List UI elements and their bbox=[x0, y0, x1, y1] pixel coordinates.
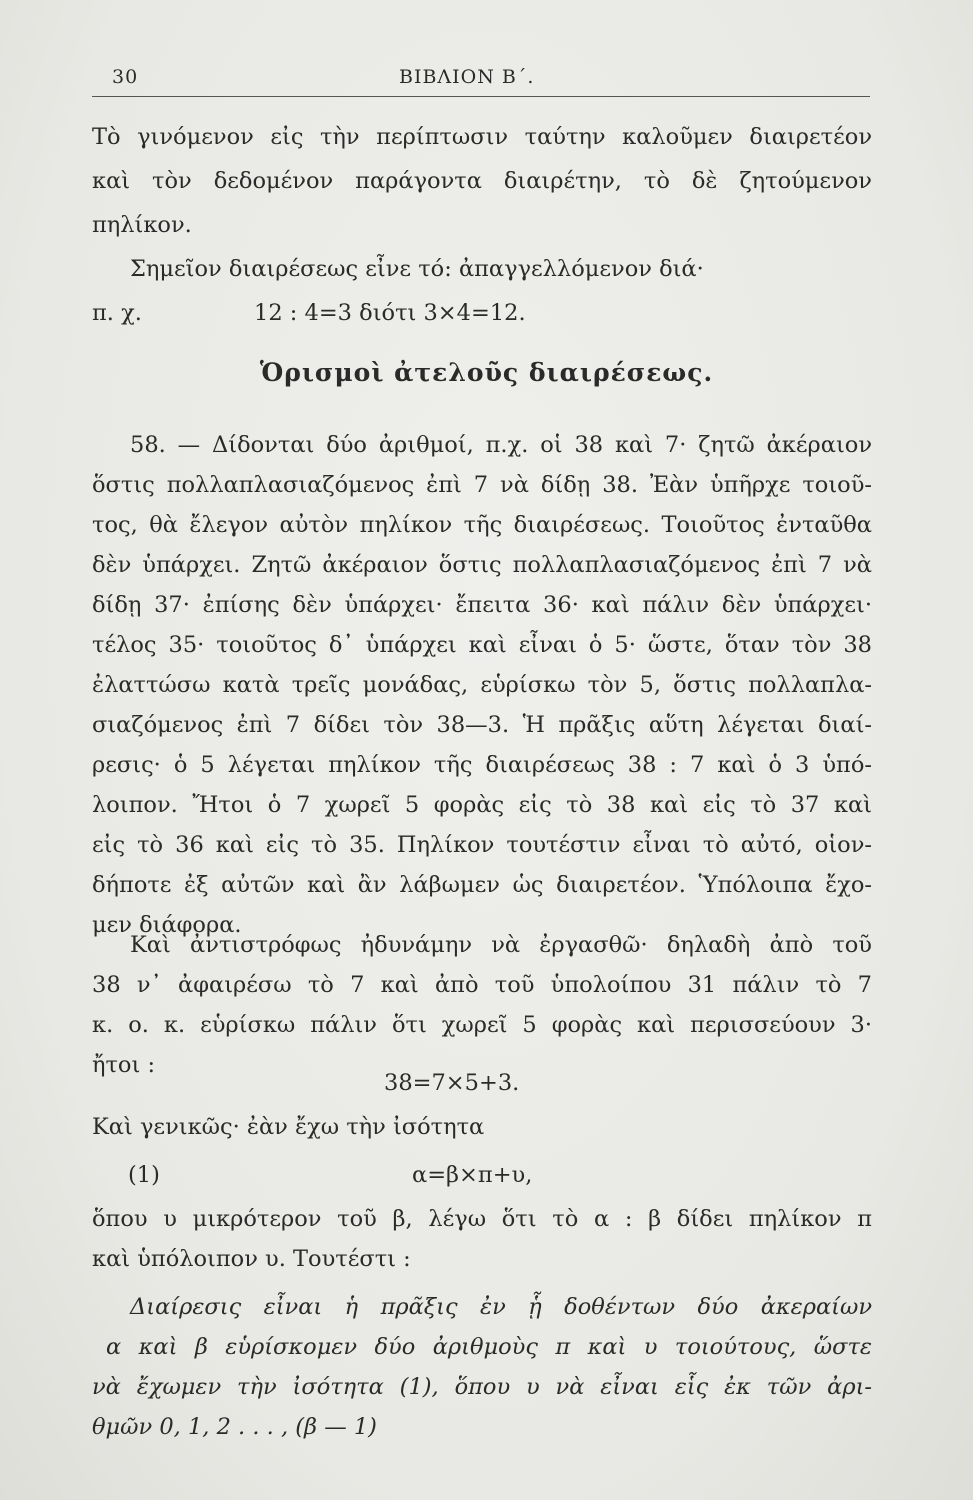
equation-division-example: 38=7×5+3. bbox=[384, 1070, 520, 1096]
paragraph-line: μεν διάφορα. bbox=[92, 912, 242, 938]
page-header bbox=[92, 66, 870, 97]
running-title: ΒΙΒΛΙΟΝ Β΄. bbox=[399, 66, 535, 88]
definition-line: α καὶ β εὑρίσκομεν δύο ἀριθμοὺς π καὶ υ τοιούτους, ὥστε bbox=[106, 1334, 872, 1360]
paragraph-line: ἐλαττώσω κατὰ τρεῖς μονάδας, εὑρίσκω τὸν 5, ὅστις πολλαπλα- bbox=[92, 672, 872, 698]
equation-label: (1) bbox=[128, 1162, 160, 1188]
paragraph-line: 58. — Δίδονται δύο ἀριθμοί, π.χ. οἱ 38 καὶ 7· ζητῶ ἀκέραιον bbox=[130, 432, 872, 458]
paragraph-line: ὅστις πολλαπλασιαζόμενος ἐπὶ 7 νὰ δίδῃ 38. Ἐὰν ὑπῆρχε τοιοῦ- bbox=[92, 472, 872, 498]
example-label: π. χ. bbox=[92, 300, 142, 326]
section-heading: Ὁρισμοὶ ἀτελοῦς διαιρέσεως. bbox=[259, 358, 714, 387]
paragraph-line: κ. ο. κ. εὑρίσκω πάλιν ὅτι χωρεῖ 5 φορὰς καὶ περισσεύουν 3· bbox=[92, 1012, 872, 1038]
definition-line: Διαίρεσις εἶναι ἡ πρᾶξις ἐν ᾗ δοθέντων δύο ἀκεραίων bbox=[130, 1294, 872, 1320]
intro-line: Σημεῖον διαιρέσεως εἶνε τό: ἀπαγγελλόμενον διά· bbox=[130, 256, 704, 282]
paragraph-line: τος, θὰ ἔλεγον αὐτὸν πηλίκον τῆς διαιρέσεως. Τοιοῦτος ἐνταῦθα bbox=[92, 512, 872, 538]
paragraph-line: δὲν ὑπάρχει. Ζητῶ ἀκέραιον ὅστις πολλαπλασιαζόμενος ἐπὶ 7 νὰ bbox=[92, 552, 872, 578]
page-number: 30 bbox=[112, 66, 139, 88]
paragraph-line: 38 ν᾽ ἀφαιρέσω τὸ 7 καὶ ἀπὸ τοῦ ὑπολοίπου 31 πάλιν τὸ 7 bbox=[92, 972, 872, 998]
example-equation: 12 : 4=3 διότι 3×4=12. bbox=[254, 300, 526, 326]
intro-line: πηλίκον. bbox=[92, 212, 192, 238]
intro-line: καὶ τὸν δεδομένον παράγοντα διαιρέτην, τὸ δὲ ζητούμενον bbox=[92, 168, 872, 194]
paragraph-line: δήποτε ἐξ αὐτῶν καὶ ἂν λάβωμεν ὡς διαιρετέον. Ὑπόλοιπα ἔχο- bbox=[92, 872, 872, 898]
paragraph-line: ὅπου υ μικρότερον τοῦ β, λέγω ὅτι τὸ α : β δίδει πηλίκον π bbox=[92, 1206, 872, 1232]
paragraph-line: δίδῃ 37· ἐπίσης δὲν ὑπάρχει· ἔπειτα 36· καὶ πάλιν δὲν ὑπάρχει· bbox=[92, 592, 872, 618]
intro-line: Τὸ γινόμενον εἰς τὴν περίπτωσιν ταύτην καλοῦμεν διαιρετέον bbox=[92, 124, 872, 150]
paragraph-line: ρεσις· ὁ 5 λέγεται πηλίκον τῆς διαιρέσεως 38 : 7 καὶ ὁ 3 ὑπό- bbox=[92, 752, 872, 778]
paragraph-line: τέλος 35· τοιοῦτος δ᾽ ὑπάρχει καὶ εἶναι ὁ 5· ὥστε, ὅταν τὸν 38 bbox=[92, 632, 872, 658]
paragraph-line: Καὶ ἀντιστρόφως ἠδυνάμην νὰ ἐργασθῶ· δηλαδὴ ἀπὸ τοῦ bbox=[130, 932, 872, 958]
generally-line: Καὶ γενικῶς· ἐὰν ἔχω τὴν ἰσότητα bbox=[92, 1114, 485, 1140]
paragraph-line: σιαζόμενος ἐπὶ 7 δίδει τὸν 38—3. Ἡ πρᾶξις αὕτη λέγεται διαί- bbox=[92, 712, 872, 738]
paragraph-line: εἰς τὸ 36 καὶ εἰς τὸ 35. Πηλίκον τουτέστιν εἶναι τὸ αὐτό, οἱον- bbox=[92, 832, 872, 858]
paragraph-line: ἤτοι : bbox=[92, 1052, 156, 1078]
equation-general: α=β×π+υ, bbox=[412, 1162, 533, 1188]
definition-line: θμῶν 0, 1, 2 . . . , (β — 1) bbox=[92, 1414, 377, 1440]
paragraph-line: λοιπον. Ἤτοι ὁ 7 χωρεῖ 5 φορὰς εἰς τὸ 38 καὶ εἰς τὸ 37 καὶ bbox=[92, 792, 872, 818]
definition-line: νὰ ἔχωμεν τὴν ἰσότητα (1), ὅπου υ νὰ εἶναι εἷς ἐκ τῶν ἀρι- bbox=[92, 1374, 872, 1400]
paragraph-line: καὶ ὑπόλοιπον υ. Τουτέστι : bbox=[92, 1246, 411, 1272]
